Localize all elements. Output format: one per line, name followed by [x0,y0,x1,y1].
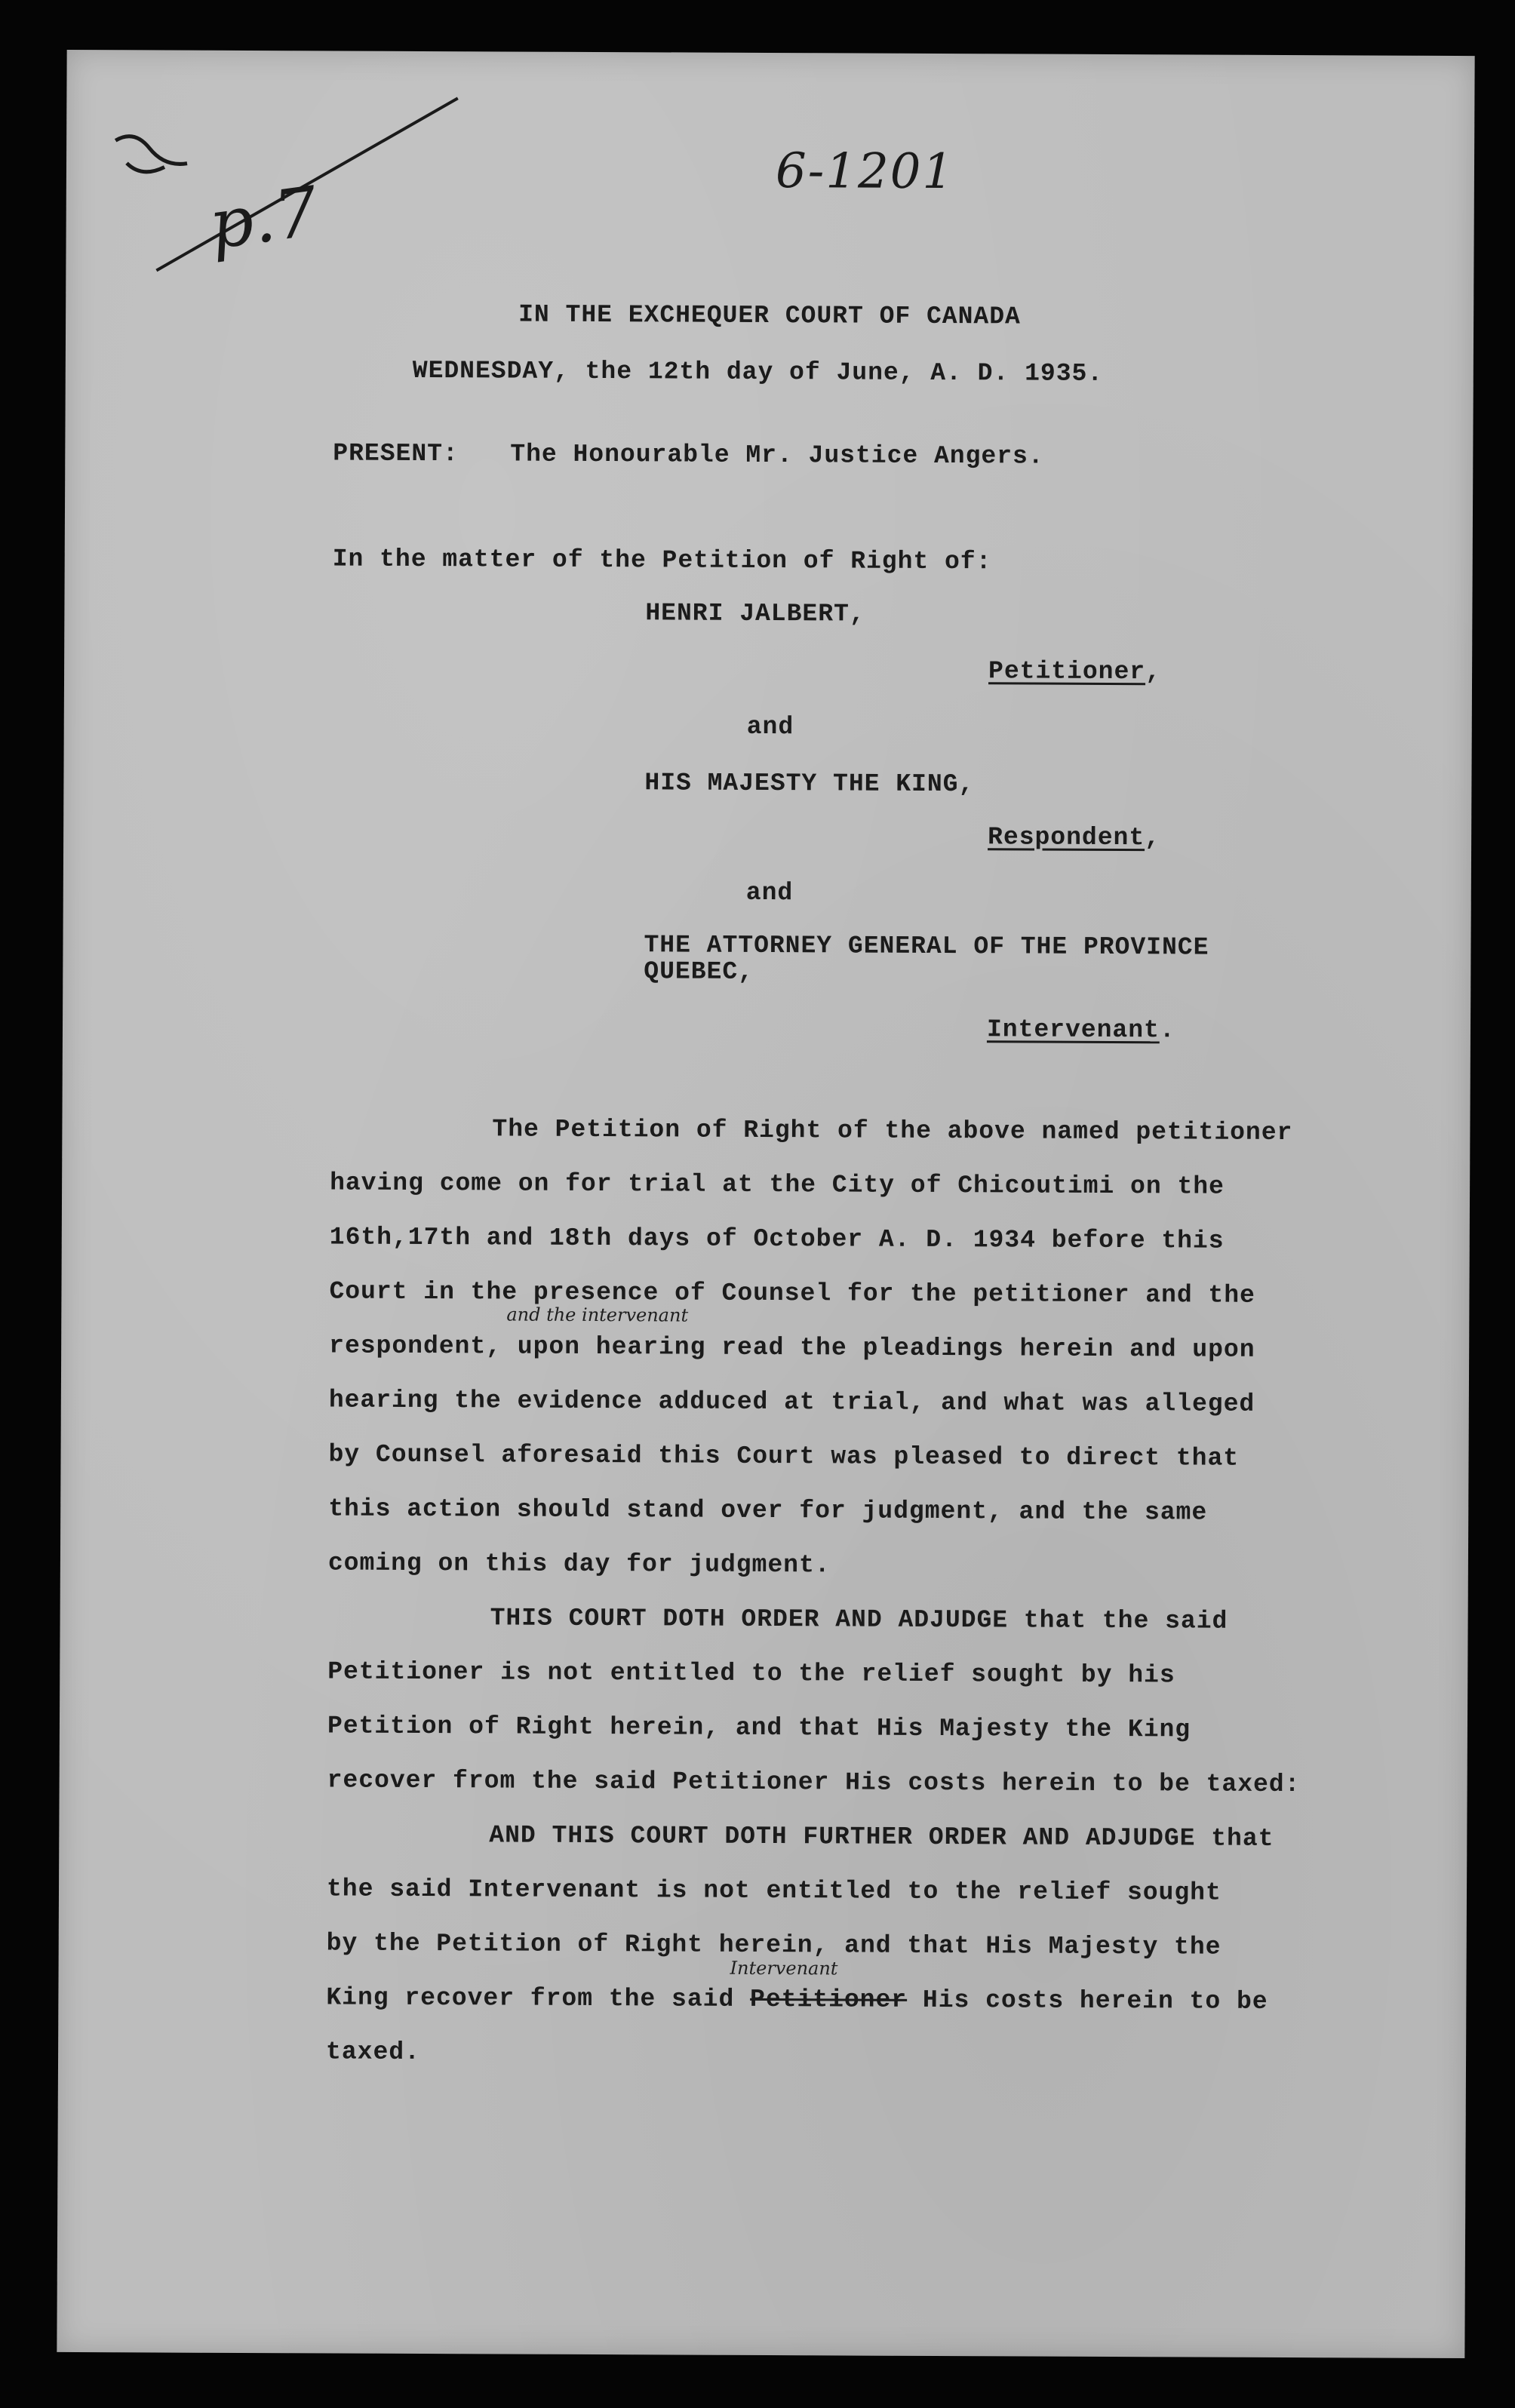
handwritten-insertion-intervenant-2: Intervenant [730,1957,838,1980]
body-line: hearing the evidence adduced at trial, and what was alleged [328,1386,1255,1418]
petitioner-name: HENRI JALBERT, [645,599,865,628]
handwritten-reference-number: 6-1201 [775,143,955,201]
date-line: WEDNESDAY, the 12th day of June, A. D. 1935. [412,356,1104,388]
body-line: Petitioner is not entitled to the relief sought by his [327,1657,1175,1690]
and-separator-1: and [746,712,794,742]
intervenant-name-line1: THE ATTORNEY GENERAL OF THE PROVINCE [644,931,1209,962]
body-line: the said Intervenant is not entitled to the relief sought [326,1875,1222,1907]
body-line: this action should stand over for judgment, and the same [328,1494,1208,1527]
handwritten-page-marker: p.7 [204,171,323,266]
body-line: THIS COURT DOTH ORDER AND ADJUDGE that the said [490,1604,1228,1636]
struck-word-petitioner: Petitioner [750,1985,908,2014]
body-line: having come on for trial at the City of Chicoutimi on the [330,1169,1225,1201]
present-text: The Honourable Mr. Justice Angers. [510,440,1044,471]
body-line: Petition of Right herein, and that His Majesty the King [327,1712,1191,1744]
document-page [57,50,1474,2358]
respondent-name: HIS MAJESTY THE KING, [644,769,975,799]
body-line: AND THIS COURT DOTH FURTHER ORDER AND ADJUDGE that [489,1821,1274,1853]
handwritten-insertion-intervenant: and the intervenant [506,1304,689,1326]
body-line: respondent, upon hearing read the pleadings herein and upon [329,1331,1255,1364]
present-label: PRESENT: [333,439,459,468]
ink-scribble [112,125,202,186]
body-line: Court in the presence of Counsel for the petitioner and the [329,1277,1255,1310]
body-line: King recover from the said Petitioner His costs herein to be [326,1983,1268,2016]
and-separator-2: and [745,878,794,908]
body-line: by Counsel aforesaid this Court was pleased to direct that [328,1440,1240,1473]
intervenant-name-line2: QUEBEC, [644,957,754,986]
body-line: 16th,17th and 18th days of October A. D. 1934 before this [329,1223,1225,1255]
respondent-role: Respondent, [988,823,1161,852]
body-line: The Petition of Right of the above named petitioner [492,1115,1293,1147]
court-heading: IN THE EXCHEQUER COURT OF CANADA [518,300,1021,331]
body-line: coming on this day for judgment. [327,1549,831,1580]
intervenant-role: Intervenant. [986,1015,1175,1045]
body-line: taxed. [326,2038,420,2067]
body-line: by the Petition of Right herein, and that His Majesty the [326,1929,1222,1961]
body-line: recover from the said Petitioner His costs herein to be taxed: [327,1766,1301,1799]
matter-intro: In the matter of the Petition of Right of: [332,545,992,576]
petitioner-role: Petitioner, [988,657,1162,686]
